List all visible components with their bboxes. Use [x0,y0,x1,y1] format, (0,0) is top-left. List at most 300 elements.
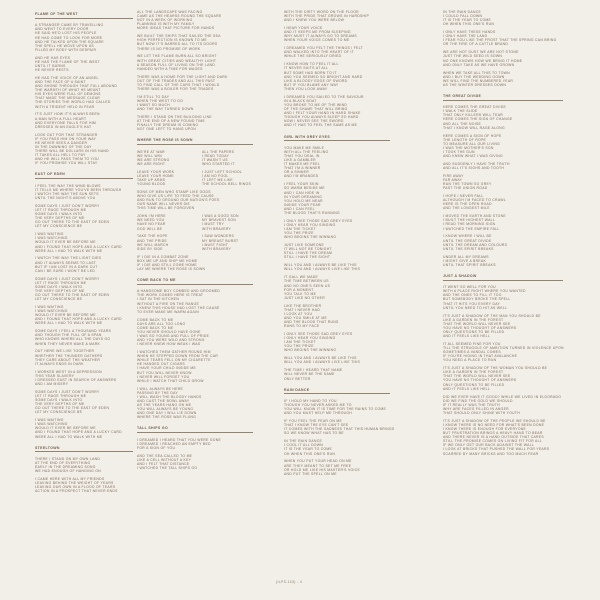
lyric-line: AND I CAN HIDE IN [284,190,320,195]
lyric-line: SO WE KNOW WHAT HAS TO BE [284,431,344,436]
lyric-line: AND IT HAS TO FEEL THE SAME AS ME [284,123,358,128]
lyric-line: AND NO ONE'S SEEN US [284,283,331,288]
stanza [35,418,133,438]
stanza [35,329,133,345]
lyric-line: AT THE END OF EVERYTHING [35,461,91,466]
lyric-line: I WAS THE MOTHER'S SON [443,145,494,150]
lyric-line: LIKE A CELL WITHOUT A KEY [137,457,192,462]
stanza [284,243,390,259]
lyric-line: AND CAST THE BOWL AWAY [137,398,190,403]
lyric-line: AND IT FEELS LIKE HELL [443,333,491,338]
lyric-line: THERE I STAND ON THE BUILDING LINE [137,114,212,119]
lyric-line: HE HAS THE FLAME OF THE WEST [35,59,100,64]
lyric-line: IT'S JUST A SHADOW OF THE WOMAN YOU SHOULD BE [443,366,548,371]
lyric-line: THEN YOU LOOK AWAY [284,86,328,91]
lyric-line: IT WASN'T US [202,157,228,162]
lyric-line: LIKE A GARDEN IN THE FOREST [443,370,504,375]
lyric-line: CAN I BE SURE I WON'T BE LED [35,268,96,273]
lyric-line: I AM NO FOOL [202,173,229,178]
lyric-line: STILL I HAVE THE DREAM [284,251,333,256]
lyric-line: LEAVING OUR OWN IN A FLOOD OF TEARS [35,485,116,490]
lyric-line: IN YOUR DREAMING [284,194,323,199]
lyric-line: SOME DAYS I JUST DON'T WORRY [35,276,100,281]
lyric-line: WOULD IT EVER BE BEFORE ME [35,240,96,245]
lyric-line: WOULD IT EVER BE BEFORE ME [35,426,96,431]
lyric-line: AND THE PRIDE [137,238,168,243]
lyric-line: I ONLY SEE THOSE SAD GREY EYES [284,218,353,223]
lyric-line: IF YOU'RE HIDING IN THAT AVALANCHE [443,354,518,359]
lyric-line: LAY ME WHERE THE ROSE IS SOWN [137,266,206,271]
lyric-line: THAT I KNOW WILL RAGE ALONG [443,125,505,130]
lyric-line: THE STORIES THE WORLD HAD CALLED [35,100,111,105]
stanza [443,30,563,46]
lyric-line: LEAVE YOUR HOME [137,173,174,178]
lyric-line: DRESSED IN AN EAGLE'S HAT [35,124,92,129]
lyric-line: YOU BROKE TO ME OF THE WIND [284,102,348,107]
lyric-line: IN THE DAWNING OF THE DAY [35,144,92,149]
lyric-line: LET MY CONSCIENCE BE [35,410,83,415]
lyric-line: IT COMES WITH THE SADNESS THAT THIS HUMAN BRINGS [284,427,395,432]
lyric-line: LEAVE YOUR WORK [137,169,175,174]
lyric-line: I DREAMED YOU SAILED TO THE SAVIOUR [284,94,364,99]
lyric-line: OF THE SHAME THAT WILL BRING [284,107,348,112]
stanza [284,26,390,42]
lyric-line: FAR AWAY [443,177,463,182]
lyric-line: WITH A PLACE RIGHT WHERE YOU WANTED [443,289,526,294]
lyric-line: THAT YOU DEAL IN [284,154,320,159]
lyric-line: LET IT RAGE THROUGH ME [35,207,87,212]
lyric-line: OR HOLD ME LIKE HIS MASTER'S VOICE [284,467,361,472]
lyric-line: SIDE BY SIDE [137,246,163,251]
lyric-line: WHEN THE WEST TO GO [137,98,184,103]
lyric-line: IF IT REALLY WAS THE TRUTH [443,402,500,407]
lyric-line: THAT IT HITS YOU EVERY DAY [443,301,501,306]
lyric-line: AND HE TALKED UPON THE SQUARE [35,39,104,44]
lyric-line: TO MEASURE ALL OUR LIVING [443,141,501,146]
lyric-line: THE WARMTH OF WHAT HE MEANT [35,88,101,93]
lyric-line: SO WARM BESIDE ME [284,186,325,191]
stanza [284,419,395,436]
stanza [202,150,252,166]
lyric-line: YOUNG BLOOD [137,182,166,187]
lyric-line: AND ONLY TAKE AS WE HAVE GROWN [443,62,515,67]
lyric-line: WE HAD ENOUGH OF HANGING ON [35,469,101,474]
lyric-line: WHEN HE STEPPED DOWN FROM THE CAR [137,354,219,359]
lyric-line: AND THE SEA CALLED TO ME [137,453,193,458]
lyric-line: TAKE UP ARMS [137,177,166,182]
lyric-line: OH WHEN THIS ONE'S RUN [443,22,495,27]
lyric-line: I ONLY HEAR YOU SINGING [284,336,336,341]
lyric-line: IF WE ONLY GET OUR BACK AGAINST THE WALL [443,443,535,448]
lyric-line: DID WE FIND THE GOLD WE SHOULD [443,398,513,403]
song-title: GIRL WITH GREY EYES [284,135,390,142]
catalog-number: (ILPS.143) - 4 [276,580,303,584]
lyric-line: LEAVING BEHIND THE WEIGHT OF YEARS [35,481,114,486]
lyric-line: WITH THE DIRTY WORD ON THE FLOOR [284,10,359,14]
lyric-line: HERE IS THE OPEN ROAD [443,202,492,207]
stanza [35,204,133,229]
stanza [35,277,133,302]
lyric-line: AND I FOUND THAT HOPE AND A LUCKY CARD [35,244,122,249]
stanza [443,395,563,415]
lyric-line: YOU TALK TO ME [284,291,317,296]
lyric-line: COME BACK TO ME [137,325,174,330]
lyric-line: FILLED MY BODY WITH DESPAIR [35,47,97,52]
lyric-line: LOOK OUT FOR THAT STRANGER [35,132,98,137]
lyric-line: WITH BRAVERY [202,226,232,231]
lyric-line: AND ALL IT'S SIGHS AND TOOTH [443,166,505,170]
stanza [443,234,563,250]
lyric-line: I ONLY HAVE THESE HANDS [443,30,496,35]
stanza [35,76,133,109]
lyric-line: INSIDE YOUR FEAR [284,202,321,207]
lyric-line: AND THE ONES TO FILL IT TOO [443,293,502,298]
lyric-line: BUT SOMEBODY BROKE THE SPELL [443,297,511,302]
lyric-line: THAT ONLY KILLERS WILL TEAR [443,113,504,118]
lyric-line: THERE I STAND ON MY OWN LAND [35,456,101,461]
lyric-line: FINALLY THE DREAM IS COMING [137,123,199,128]
lyric-line: LIKE THE BROTHER [284,303,322,308]
lyric-line: THOUGH YOU ALWAYS SLEEP SO HARD [284,115,359,120]
lyric-line: IF YOU FEEL THE FEAR ON ME [284,419,343,424]
song-title: THE GREAT DIVIDE [443,94,563,101]
lyric-line: I MIGHT GIVE A BREAK [443,258,487,263]
stanza [137,170,187,186]
stanza [443,50,563,66]
stanza [137,214,187,230]
lyric-line: HIS EYES WERE FULL OF DEMONS [35,92,101,97]
lyric-line: YOU MAKE ME SMILE [284,145,325,150]
lyric-line: AND KNEW WHAT I WAS GIVING [443,154,503,159]
stanza [443,214,563,230]
lyric-line: I COULD FALL DOWN [443,14,483,19]
lyric-line: AND EVERYONE FALLS FOR HIM [35,120,97,125]
lyric-line: LIKE A GARDEN IN THE FOREST [443,317,504,322]
stanza [137,255,253,271]
lyric-line: AND I FOUND THAT HOPE AND A LUCKY CARD [35,430,122,435]
lyric-line: I HAVE YOUR CHILD INSIDE ME [137,366,197,371]
lyric-line: BUT YOU WILL NEVER KNOW [137,370,192,375]
stanza [284,459,390,475]
song-title: JUST A SHADOW [443,274,563,281]
lyric-line: YOU HOLD ME NEAR [284,198,323,203]
lyric-line: I WAS WAITING [35,418,64,423]
song-title: COME BACK TO ME [137,278,253,285]
stanza-pair [137,150,253,166]
stanza [137,318,253,347]
lyric-line: I DREAMED YOU FELT THE THINGS I FELT [284,46,363,51]
lyric-line: THAT SHOULD ONLY SHINE WITH YOUTH [443,410,521,415]
stanza [284,399,390,415]
lyric-line: I HOPE I NEVER FALL [443,194,484,199]
lyric-line: BUT FRUSTRATION BRINGS A HEAVY HAND TO BEAR [443,431,543,436]
lyrics-column-3 [284,10,395,480]
lyric-line: BUT SOME HAD BORN TO IT [284,70,337,75]
lyric-line: AND IT KEEPS ME FROM SLEEPING [284,30,351,35]
lyric-line: AND YOU WERE WILD AND STRONG [137,338,205,343]
lyric-line: WITH BRAVERY [202,246,232,251]
lyric-line: NOW I NEVER SEE THE SWORD [284,119,344,124]
lyric-line: IF YOU PROMISE YOU WILL STAY [35,161,98,166]
lyric-line: I'M STILL TO DAY [137,94,170,99]
lyric-line: AND YOU MUST HELP ME THROUGH [284,411,353,416]
stanza-pair [137,170,253,186]
stanza [284,439,390,455]
lyric-line: SOME DAYS I WALK INTO [35,284,83,289]
lyric-line: LET IT RAGE THROUGH ME [35,393,87,398]
lyric-line: IT'S JUST A SHADOW OF THE MAN YOU SHOULD BE [443,313,541,318]
stanza [284,46,390,58]
lyric-line: OR A SINNER [284,170,309,175]
stanza [202,234,252,250]
lyric-line: IT TELLS ME WHERE YOU'VE BEEN THROUGH [35,187,122,192]
lyric-line: I KNOW HOW TO FEEL IT ALL [284,62,339,67]
lyric-line: MY BREAST BURST [202,238,239,243]
stanza [137,234,187,250]
lyric-line: HE HAD THE VOICE OF AN ANGEL [35,75,99,80]
lyric-line: IN A BLACK BOAT [284,98,317,103]
lyric-line: OUR NAME WILL NEVER DIE [137,202,191,207]
lyric-line: AND I FOUND THAT HOPE AND A LUCKY CARD [35,317,122,322]
lyric-line: AND HE WILL PASS THEM TO YOU [35,157,99,162]
lyric-line: DAYS ARE ALL TOO LONG [137,321,186,326]
stanza [137,115,253,131]
lyric-line: I WAS WAITING [35,232,64,237]
lyric-line: AND THE BLOOD THAT RUNS [284,320,339,325]
lyric-line: I READ THE MORNING SIGN [443,222,496,227]
lyric-line: THAT THE WORLD WILL NEVER SEE [443,374,511,379]
lyric-line: WE BUILT THE SHIPS THAT SAILED THE SEA [137,34,221,39]
lyric-line: I MUST TRY [202,222,225,227]
lyric-line: UNTIL THAT SPIRIT BREAKS [443,262,496,267]
lyric-line: THERE WILL BE DOLLARS IN HIS HAND [35,149,109,154]
stanza [137,75,253,91]
lyric-line: YOU WILL KNOW IT IS TIME FOR THE RAINS TO COME [284,407,387,412]
lyric-line: HE HANDED OUT CIGARS [137,362,185,367]
stanza [443,134,563,159]
lyric-line: BOX ME UP AND SHIP ME HOME [137,258,198,263]
lyric-line: THERE WAS A HOME FOR THE LIGHT AND DARK [137,74,228,79]
stanza [137,190,253,210]
lyric-line: I FEAR YOU LIKE THE FROST THAT THE SPRING CAN BRING [443,38,557,43]
lyric-line: WE LET THE FLAME BURN ALL SO BRIGHT [137,54,217,59]
lyric-line: WHEN YOU PUT YOUR HEAD ON ME [284,459,352,464]
stanza [137,150,187,166]
lyric-line: OH WHEN THIS ONE'S RUN [284,451,336,456]
lyric-line: AND I'M BRANDED [284,174,319,179]
lyric-line: SOME DAYS I WALK INTO [35,212,83,217]
lyric-line: THE SPELL HE WOVE UPON US [35,43,94,48]
lyric-line: WHEN WE TAKE ALL THIS TO TOWN [443,70,510,75]
lyric-line: WHO GIVE US LIFE TO FEED THE CAUSE [137,194,215,199]
lyric-line: COME BACK TO ME [137,317,174,322]
lyric-line: I WAS A GOOD SON [202,214,239,219]
stanza [35,390,133,415]
lyric-line: WHO STARTED IT [202,161,235,166]
lyric-line: AND SUDDENLY I HAVE THE TRUTH [443,161,510,166]
lyric-line: AND YOU SMILE AT ME [284,315,328,320]
stanza [35,133,133,166]
lyric-line: WE'RE AT WAR [137,149,165,154]
lyric-line: GO OUT THERE TO THE EAST OF EDEN [35,220,110,225]
lyric-line: AND ONE DAY I WILL LIE DOWN [137,411,197,416]
lyric-line: I AM THE TICKET [284,227,316,232]
lyric-line: ONLY QUESTIONS TO BE FILLED [443,382,505,387]
lyric-line: I WILL ALWAYS BE HERE [137,386,184,391]
lyric-line: HE NEVER SEES A DANGER [35,140,88,145]
lyric-line: YOU NEVER SHOULD HAVE GONE [137,329,201,334]
stanza [35,184,133,200]
lyric-line: HE SAID HE'D LOST HIS PEOPLE [35,31,97,36]
stanza [137,54,253,70]
lyric-line: A MAN WITH A FULL HEART [35,116,87,121]
lyric-line: I KNOW THERE IS ENOUGH FOR EVERYONE [443,426,527,431]
lyric-line: A SEASON FULL OF LIVING ON THE LAND [137,62,216,67]
lyric-line: THIS TIME WILL BE FORGIVEN [137,206,195,211]
lyric-line: AND PUT THE SPELL ON ME [284,471,337,476]
stanza [137,438,253,450]
stanza [443,285,563,310]
lyric-line: YOU WILL ALWAYS BE YOUNG [137,407,194,412]
stanza [137,350,253,383]
lyric-line: I ONLY HAVE THE LAND [443,34,488,39]
lyric-line: PASSING BY THE DAY [137,390,178,395]
lyric-line: THE WORK COMES HERE IS TREAT [137,293,204,298]
lyric-line: WHEN YOUR VOICE COMES TO ME [284,38,350,43]
lyric-line: THERE WAS A BOILER FOR THE TRADES [137,86,214,91]
lyric-line: WERE ALL I HAD TO WALK WITH ME [35,434,103,439]
stanza [284,62,390,91]
lyric-line: AND THE WAY TURNED DOWN [137,107,194,112]
lyric-line: WILL YOU AND I ALWAYS LIVE LIKE THIS [284,360,361,365]
lyric-line: I WAS WATCHING [35,422,68,427]
lyric-line: IT GALL WE MADE [284,275,319,280]
lyric-line: I WANT SO MUCH [137,102,170,107]
lyric-line: GO OUT THERE TO THE EAST OF EDEN [35,406,110,411]
lyric-line: ARE THEY MEANT TO SET ME FREE [284,463,352,468]
stanza [443,255,563,267]
stanza [284,263,390,271]
lyrics-column-4 [443,10,563,459]
stanza [443,105,563,130]
stanza [35,477,133,493]
lyric-line: ALL THE LANDSCAPE WAS FACING [137,10,203,14]
lyric-line: LIKE A BLOODY EDGE OF SWORD [284,78,348,83]
lyric-line: I SAT IN THE KITCHEN [137,297,179,302]
lyric-line: I WAS WATCHING [35,236,68,241]
stanza [35,23,133,52]
lyric-line: THAT THE WORLD WILL NEVER SEE [443,321,511,326]
lyric-line: NOT IN A WEEK OF WORKING [137,18,193,23]
lyric-line: GOD WILL BE [137,226,163,231]
lyric-line: I DRESSED EAST IN SEARCH OF ANSWERS [35,377,117,382]
lyric-line: I KNEW THIS HOUSE HAD LOST THE CAUSE [137,305,220,310]
lyric-line: THE TIME BETWEEN US [284,279,329,284]
lyric-line: TILL THE STRUGGLE OF AMBITION TURNED IN VIOLENCE UPON [443,345,564,350]
stanza [443,162,563,170]
lyric-line: THE BLOOD THAT'S RUNNING [284,211,340,216]
lyric-line: AND I AM MISERY [35,381,69,386]
lyric-line: I COOL IT ALL DOWN [284,443,323,448]
lyric-line: FIRE AWAY [443,173,464,178]
lyric-line: TO EVER MAKE ME WARM AGAIN [137,309,200,314]
lyric-line: I WATCH THE WAY THE LIGHT DIES [35,256,102,261]
lyric-line: I WALK THE SLIDE [443,109,478,114]
lyric-line: OUT HERE WE LIVE TOGETHER [35,349,95,354]
lyric-line: WHO BEGINS THE WINNING [284,348,337,353]
stanza [443,194,563,210]
stanza [443,419,563,456]
lyric-line: WE WILL WIN [137,153,163,158]
lyric-line: AND I KNEW YOU WERE BELOW [284,18,345,23]
lyric-line: I BUILT THE HIGHEST WALL [443,218,496,223]
lyric-line: UNTIL THE GREAT DIVIDE [443,238,492,243]
lyric-line: SOMETIMES A VANDAL COMES [443,350,501,355]
lyric-line: THE SCHOOL BELL RINGS [202,182,252,187]
lyrics-column-1 [35,10,133,497]
lyric-line: I WORKED WEST IN A DEPRESSION [35,369,102,374]
lyric-line: WILL YOU AND I ALWAYS BE LIKE THIS [284,356,357,361]
lyric-line: WITH ALL THE FEELING [284,149,329,154]
lyric-line: I HEAR YOUR VOICE [284,26,323,31]
lyric-line: IT NEVER SUITS AT ALL [284,66,329,71]
lyric-line: I SAW WONDERS [202,234,235,239]
stanza [137,289,253,314]
lyric-line: HERE COMES A SIGN OF HOPE [443,133,502,138]
lyric-line: AND WENT TO EVERY DOOR [35,27,89,32]
lyric-line: IT TAKES ALL HELL TO PAY [35,153,86,158]
stanza [35,370,133,386]
stanza [137,387,253,420]
lyric-line: AND RUN TO GROUND OUR NATION'S FOES [137,198,220,203]
lyric-line: IT'S JUST A SHADOW OF THE PEOPLE WE SHOULD BE [443,418,546,423]
lyric-line: AND THE FACE OF A SAINT [35,80,86,85]
lyric-line: NO ONE KNOWS HOW WE BRING IT HOME [443,58,523,63]
lyric-line: THEY CARE ABOUT THE WEATHER [35,357,101,362]
lyric-line: YOU THE PRIZE [284,344,314,349]
lyric-line: I DREAMED I REACHED AN EMPTY BED [137,441,211,446]
lyric-line: WHILE I WATCH THAT CHILD GROW [137,378,204,383]
lyric-line: LET MY CONSCIENCE BE [35,224,83,229]
lyric-line: WHO KNOWS WHERE ALL THE DAYS GO [35,337,111,342]
lyric-line: STILL I HAVE THE SIGHT [284,255,331,260]
stanza [284,95,390,128]
lyric-line: I LOOK AT YOU [284,311,313,316]
lyric-line: WHILE THE SERIOUSLY DRIED [284,54,342,59]
lyric-line: SOME DAYS I FEEL A THOUSAND YEARS [35,329,112,334]
lyric-line: JUST LIKE NO OTHER [284,295,325,300]
lyric-line: UNDER ALL MY DREAMS [443,254,489,259]
lyric-line: EARLY IN THE DREAMING SONG [35,465,96,470]
lyric-line: UNTIL IT BURNS [35,63,66,68]
lyric-line: YOU THE PRIZE [284,231,314,236]
lyric-line: IT WILL NOT BE TONIGHT [284,247,332,252]
lyric-line: STILL THE PROMISE COMES ON LIVING FIT FOR ALL [443,439,542,444]
song-title: EAST OF EDEN [35,172,133,179]
lyric-line: THAT I NEVER HAD [284,307,320,312]
stanza [284,182,390,215]
lyric-line: AND SHONE THROUGH THAT FULL ABOUND [35,84,118,89]
lyric-line: IF I DIE IN A COMBAT ZONE [137,254,189,259]
stanza [443,10,563,26]
lyric-line: THAT I KNOW THE EYE CAN'T SEE [284,423,349,428]
stanza [137,454,253,470]
lyric-line: WE NEED YOU [137,218,165,223]
lyric-line: I WAS SO YOUNG AND FULL OF PRIDE [137,333,210,338]
stanza [202,170,252,186]
lyric-line: FOR A SIGN OF YOU [137,445,176,450]
lyric-line: I WAS WATCHING [35,309,68,314]
